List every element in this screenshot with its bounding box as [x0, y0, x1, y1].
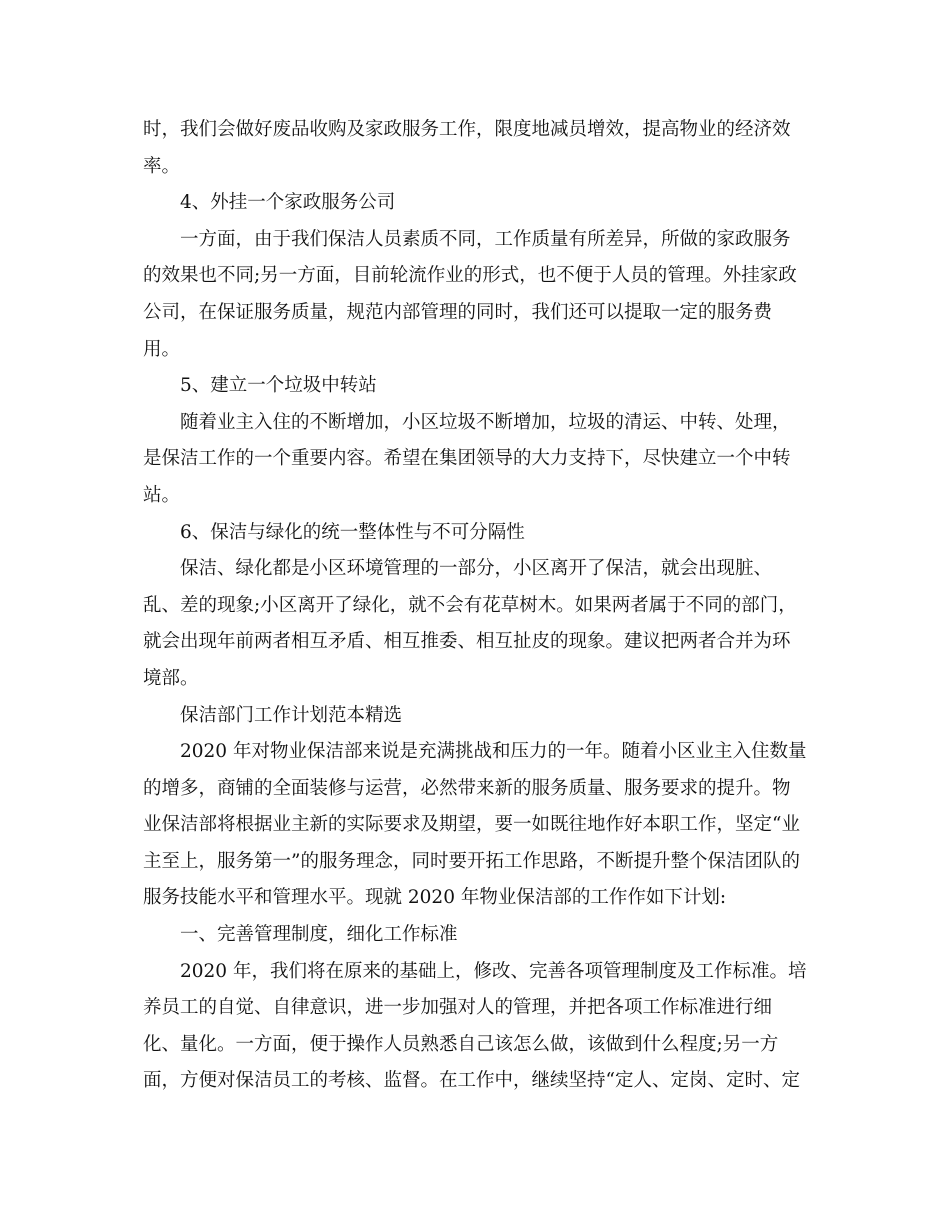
text-line: 是保洁工作的一个重要内容。希望在集团领导的大力支持下，尽快建立一个中转 [143, 448, 791, 470]
text-line: 时，我们会做好废品收购及家政服务工作，限度地减员增效，提高物业的经济效 [143, 119, 791, 140]
text-line: 保洁、绿化都是小区环境管理的一部分，小区离开了保洁，就会出现脏、 [180, 558, 773, 580]
text-line: 服务技能水平和管理水平。现就 2020 年物业保洁部的工作作如下计划: [143, 887, 727, 909]
text-line: 率。 [143, 155, 181, 177]
text-line: 的效果也不同;另一方面，目前轮流作业的形式，也不便于人员的管理。外挂家政 [143, 265, 797, 287]
text-line: 用。 [143, 338, 181, 360]
text-line: 的增多，商铺的全面装修与运营，必然带来新的服务质量、服务要求的提升。物 [143, 777, 791, 799]
text-line: 面，方便对保洁员工的考核、监督。在工作中，继续坚持“定人、定岗、定时、定 [143, 1070, 800, 1092]
text-line: 就会出现年前两者相互矛盾、相互推委、相互扯皮的现象。建议把两者合并为环 [143, 631, 791, 653]
text-line: 业保洁部将根据业主新的实际要求及期望，要一如既往地作好本职工作，坚定“业 [143, 814, 800, 836]
text-line: 2020 年，我们将在原来的基础上，修改、完善各项管理制度及工作标准。培 [180, 960, 807, 982]
text-line: 5、建立一个垃圾中转站 [180, 375, 377, 397]
text-line: 乱、差的现象;小区离开了绿化，就不会有花草树木。如果两者属于不同的部门， [143, 594, 797, 616]
text-line: 养员工的自觉、自律意识，进一步加强对人的管理，并把各项工作标准进行细 [143, 997, 773, 1019]
text-line: 4、外挂一个家政服务公司 [180, 192, 396, 214]
text-line: 化、量化。一方面，便于操作人员熟悉自己该怎么做，该做到什么程度;另一方 [143, 1033, 779, 1055]
text-line: 主至上，服务第一”的服务理念，同时要开拓工作思路，不断提升整个保洁团队的 [143, 850, 800, 872]
text-line: 一方面，由于我们保洁人员素质不同，工作质量有所差异，所做的家政服务 [180, 228, 791, 250]
text-line: 一、完善管理制度，细化工作标准 [180, 924, 458, 946]
text-line: 公司，在保证服务质量，规范内部管理的同时，我们还可以提取一定的服务费 [143, 301, 773, 323]
document-body [143, 112, 808, 1100]
text-line: 6、保洁与绿化的统一整体性与不可分隔性 [180, 521, 525, 543]
text-line: 站。 [143, 484, 181, 506]
text-line: 保洁部门工作计划范本精选 [180, 704, 403, 726]
text-line: 随着业主入住的不断增加，小区垃圾不断增加，垃圾的清运、中转、处理， [180, 411, 791, 433]
text-line: 境部。 [143, 667, 199, 689]
text-line: 2020 年对物业保洁部来说是充满挑战和压力的一年。随着小区业主入住数量 [180, 741, 807, 763]
